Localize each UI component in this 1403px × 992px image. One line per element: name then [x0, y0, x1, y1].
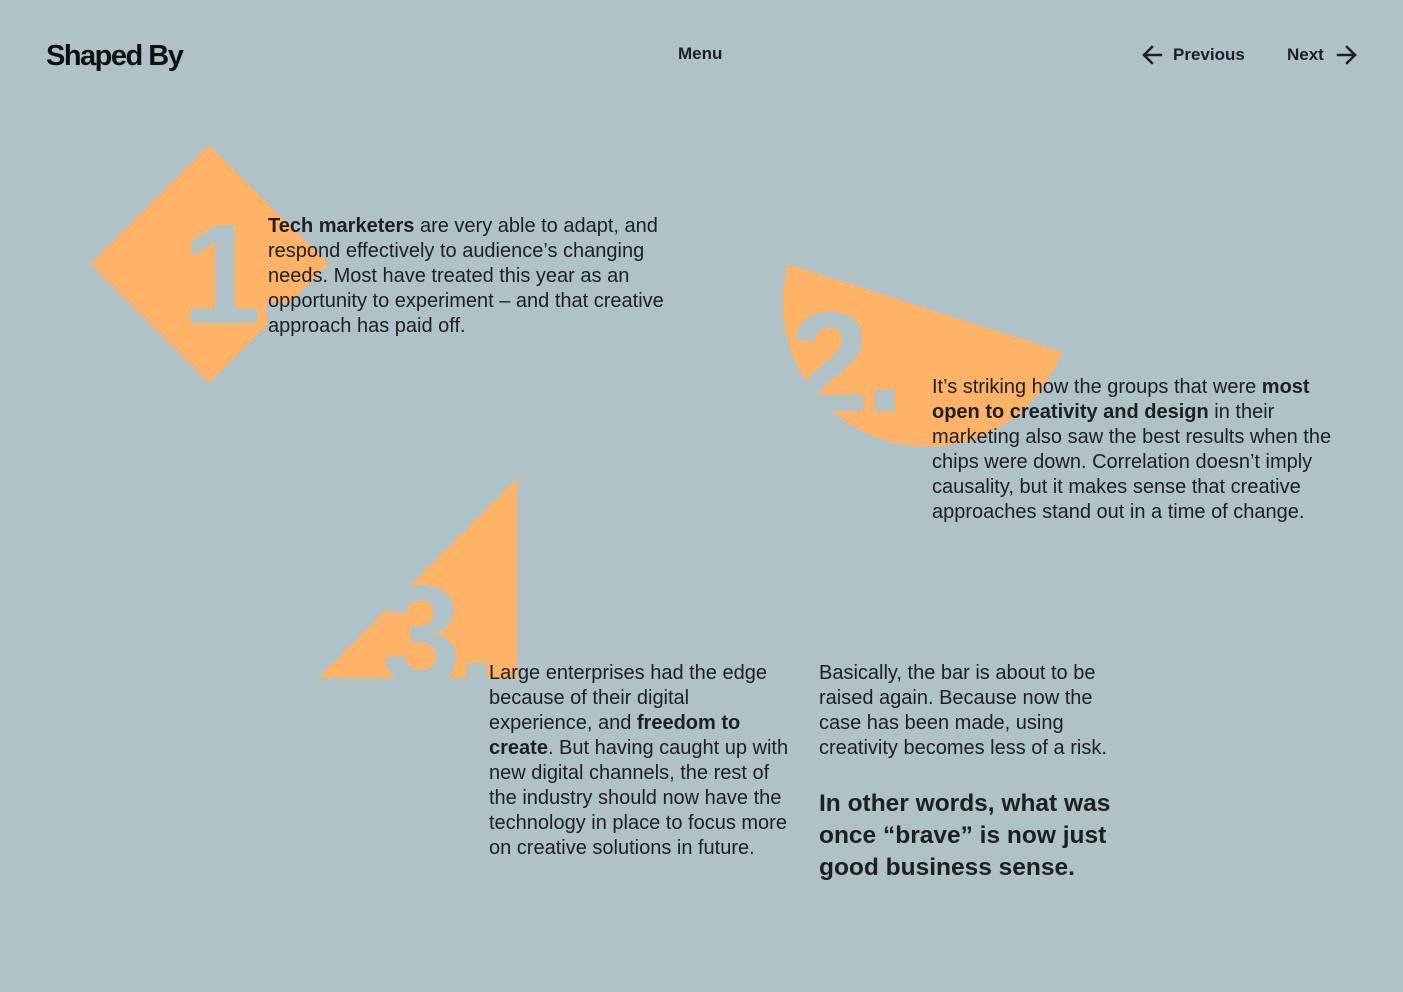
point-3-intro: Large enterprises had the edge because of their digital experience, and	[489, 662, 767, 734]
arrow-left-icon	[1141, 44, 1163, 66]
point-2-intro: It’s striking how the groups that were	[932, 376, 1262, 398]
point-number-2: 2.	[790, 283, 901, 442]
point-text-2	[932, 375, 1352, 525]
point-text-3	[489, 661, 794, 861]
point-2-body: in their marketing also saw the best results when the chips were down. Correlation doesn’t imply causality, but it makes sense that creative approaches stand out in a time of change.	[932, 401, 1332, 523]
conclusion-text: Basically, the bar is about to be raised again. Because now the case has been made, using creativity becomes less of a risk.	[819, 662, 1107, 759]
point-text-1	[268, 214, 708, 339]
point-number-1: 1.	[182, 195, 293, 354]
next-button[interactable]	[1287, 44, 1358, 66]
conclusion-quote: In other words, what was once “brave” is now just good business sense.	[819, 790, 1111, 881]
menu-button[interactable]: Menu	[678, 44, 723, 63]
arrow-right-icon	[1336, 44, 1358, 66]
point-1-body: are very able to adapt, and respond effectively to audience’s changing needs. Most have treated this year as an opportunity to experiment – and that creative approach has paid off.	[268, 215, 664, 337]
previous-label: Previous	[1173, 45, 1245, 64]
point-2-highlight: most open to creativity and design	[932, 376, 1310, 423]
point-1-highlight: Tech marketers	[268, 215, 415, 237]
point-number-3: 3.	[382, 556, 493, 715]
next-label: Next	[1287, 45, 1324, 64]
point-3-highlight: freedom to create	[489, 712, 741, 759]
previous-button[interactable]	[1141, 44, 1245, 66]
point-3-body: . But having caught up with new digital channels, the rest of the industry should now have the technology in place to focus more on creative solutions in future.	[489, 737, 789, 859]
logo[interactable]: Shaped By	[46, 40, 183, 72]
